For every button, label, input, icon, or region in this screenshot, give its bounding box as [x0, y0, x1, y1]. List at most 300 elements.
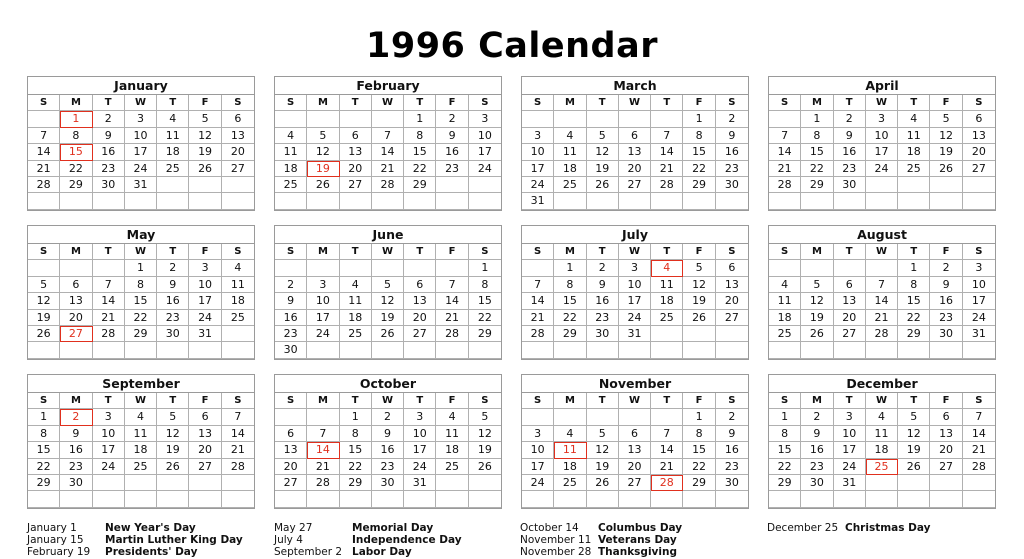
day-cell: 30 — [587, 326, 619, 342]
day-cell: 16 — [587, 293, 619, 309]
empty-cell — [157, 342, 189, 358]
day-cell: 22 — [554, 310, 586, 326]
holiday-date: January 1 — [27, 522, 77, 534]
empty-cell — [307, 491, 339, 507]
empty-cell — [436, 260, 468, 276]
empty-cell — [60, 260, 92, 276]
day-cell: 11 — [340, 293, 372, 309]
day-cell: 21 — [436, 310, 468, 326]
day-cell: 11 — [436, 426, 468, 442]
empty-cell — [619, 409, 651, 425]
holiday-date: January 15 — [27, 534, 84, 546]
day-cell: 16 — [436, 144, 468, 160]
empty-cell — [651, 409, 683, 425]
month-name: October — [275, 375, 501, 393]
day-cell: 18 — [769, 310, 801, 326]
day-cell: 18 — [125, 442, 157, 458]
weekday-header: W — [125, 244, 157, 260]
day-cell: 1 — [340, 409, 372, 425]
day-cell: 26 — [801, 326, 833, 342]
holiday-day-cell: 19 — [307, 161, 339, 177]
empty-cell — [651, 193, 683, 209]
day-cell: 19 — [587, 161, 619, 177]
day-cell: 21 — [651, 161, 683, 177]
empty-cell — [436, 342, 468, 358]
empty-cell — [275, 409, 307, 425]
empty-cell — [963, 342, 995, 358]
month-name: March — [522, 77, 748, 95]
day-cell: 2 — [801, 409, 833, 425]
weekday-header: S — [716, 95, 748, 111]
day-cell: 15 — [125, 293, 157, 309]
day-cell: 29 — [469, 326, 501, 342]
weekday-header: F — [436, 393, 468, 409]
day-cell: 16 — [930, 293, 962, 309]
day-cell: 28 — [963, 459, 995, 475]
month-august — [768, 225, 996, 360]
holiday-day-cell: 4 — [651, 260, 683, 276]
holiday-row — [520, 533, 760, 545]
day-cell: 14 — [222, 426, 254, 442]
day-cell: 9 — [716, 128, 748, 144]
day-cell: 12 — [898, 426, 930, 442]
day-cell: 12 — [372, 293, 404, 309]
day-cell: 6 — [275, 426, 307, 442]
holiday-day-cell: 11 — [554, 442, 586, 458]
empty-cell — [404, 260, 436, 276]
weekday-header: W — [125, 95, 157, 111]
day-cell: 14 — [651, 442, 683, 458]
day-cell: 28 — [522, 326, 554, 342]
day-cell: 8 — [801, 128, 833, 144]
holiday-column — [274, 521, 514, 557]
day-cell: 11 — [554, 144, 586, 160]
holiday-name: Labor Day — [352, 546, 412, 558]
empty-cell — [522, 342, 554, 358]
holiday-date: December 25 — [767, 522, 839, 534]
day-cell: 23 — [716, 459, 748, 475]
month-july — [521, 225, 749, 360]
day-cell: 23 — [930, 310, 962, 326]
month-february — [274, 76, 502, 211]
weekday-header: T — [834, 393, 866, 409]
empty-cell — [404, 193, 436, 209]
day-cell: 28 — [866, 326, 898, 342]
day-cell: 28 — [769, 177, 801, 193]
day-cell: 3 — [125, 111, 157, 127]
weekday-header: S — [275, 393, 307, 409]
empty-cell — [930, 177, 962, 193]
day-cell: 15 — [769, 442, 801, 458]
day-cell: 20 — [222, 144, 254, 160]
empty-cell — [769, 491, 801, 507]
holiday-name: Independence Day — [352, 534, 462, 546]
day-cell: 4 — [340, 277, 372, 293]
holiday-row — [27, 521, 267, 533]
day-cell: 9 — [60, 426, 92, 442]
day-cell: 9 — [930, 277, 962, 293]
day-cell: 16 — [716, 442, 748, 458]
empty-cell — [716, 342, 748, 358]
day-cell: 7 — [28, 128, 60, 144]
day-cell: 13 — [834, 293, 866, 309]
day-cell: 2 — [834, 111, 866, 127]
day-cell: 16 — [372, 442, 404, 458]
day-cell: 19 — [587, 459, 619, 475]
empty-cell — [275, 111, 307, 127]
empty-cell — [683, 326, 715, 342]
day-cell: 31 — [189, 326, 221, 342]
weekday-header: T — [404, 244, 436, 260]
day-cell: 6 — [930, 409, 962, 425]
day-cell: 29 — [683, 177, 715, 193]
empty-cell — [469, 475, 501, 491]
empty-cell — [866, 475, 898, 491]
day-cell: 30 — [930, 326, 962, 342]
empty-cell — [93, 342, 125, 358]
day-cell: 15 — [469, 293, 501, 309]
empty-cell — [275, 491, 307, 507]
weekday-header: F — [189, 393, 221, 409]
empty-cell — [469, 491, 501, 507]
day-cell: 10 — [522, 442, 554, 458]
day-cell: 19 — [469, 442, 501, 458]
empty-cell — [93, 475, 125, 491]
day-cell: 7 — [307, 426, 339, 442]
day-cell: 8 — [404, 128, 436, 144]
weekday-header: T — [404, 393, 436, 409]
holiday-day-cell: 1 — [60, 111, 92, 127]
month-name: May — [28, 226, 254, 244]
day-cell: 27 — [222, 161, 254, 177]
empty-cell — [275, 193, 307, 209]
day-cell: 21 — [522, 310, 554, 326]
day-cell: 12 — [930, 128, 962, 144]
day-cell: 27 — [834, 326, 866, 342]
day-cell: 5 — [930, 111, 962, 127]
weekday-header: W — [372, 95, 404, 111]
day-cell: 19 — [930, 144, 962, 160]
day-cell: 30 — [275, 342, 307, 358]
empty-cell — [587, 342, 619, 358]
day-cell: 2 — [716, 111, 748, 127]
day-cell: 9 — [157, 277, 189, 293]
day-cell: 5 — [898, 409, 930, 425]
empty-cell — [619, 491, 651, 507]
day-cell: 21 — [769, 161, 801, 177]
day-cell: 7 — [222, 409, 254, 425]
day-cell: 8 — [554, 277, 586, 293]
weekday-header: W — [619, 244, 651, 260]
day-cell: 12 — [683, 277, 715, 293]
day-cell: 9 — [801, 426, 833, 442]
day-cell: 18 — [898, 144, 930, 160]
empty-cell — [683, 491, 715, 507]
day-cell: 3 — [307, 277, 339, 293]
empty-cell — [619, 111, 651, 127]
empty-cell — [28, 342, 60, 358]
month-october — [274, 374, 502, 509]
day-cell: 1 — [683, 111, 715, 127]
holiday-row — [274, 545, 514, 557]
empty-cell — [834, 193, 866, 209]
day-cell: 21 — [866, 310, 898, 326]
day-cell: 26 — [157, 459, 189, 475]
empty-cell — [340, 193, 372, 209]
holiday-list — [27, 521, 1017, 558]
day-cell: 5 — [683, 260, 715, 276]
empty-cell — [469, 342, 501, 358]
day-cell: 11 — [898, 128, 930, 144]
day-cell: 5 — [469, 409, 501, 425]
empty-cell — [189, 475, 221, 491]
day-cell: 15 — [28, 442, 60, 458]
day-cell: 26 — [683, 310, 715, 326]
day-cell: 20 — [834, 310, 866, 326]
day-cell: 1 — [769, 409, 801, 425]
empty-cell — [963, 491, 995, 507]
weekday-header: S — [716, 244, 748, 260]
day-cell: 5 — [189, 111, 221, 127]
day-cell: 17 — [522, 161, 554, 177]
empty-cell — [372, 193, 404, 209]
weekday-header: W — [866, 95, 898, 111]
day-cell: 9 — [275, 293, 307, 309]
day-cell: 27 — [619, 177, 651, 193]
empty-cell — [372, 491, 404, 507]
day-cell: 24 — [619, 310, 651, 326]
day-cell: 19 — [189, 144, 221, 160]
weekday-header: S — [469, 244, 501, 260]
day-cell: 21 — [307, 459, 339, 475]
day-cell: 6 — [222, 111, 254, 127]
day-cell: 23 — [587, 310, 619, 326]
day-cell: 7 — [866, 277, 898, 293]
weekday-header: T — [587, 244, 619, 260]
holiday-name: New Year's Day — [105, 522, 196, 534]
empty-cell — [619, 193, 651, 209]
empty-cell — [189, 342, 221, 358]
day-cell: 17 — [189, 293, 221, 309]
day-cell: 27 — [930, 459, 962, 475]
holiday-column — [27, 521, 267, 557]
empty-cell — [157, 475, 189, 491]
day-cell: 12 — [801, 293, 833, 309]
day-cell: 22 — [340, 459, 372, 475]
weekday-header: S — [28, 393, 60, 409]
empty-cell — [436, 177, 468, 193]
empty-cell — [866, 491, 898, 507]
day-cell: 17 — [469, 144, 501, 160]
weekday-header: T — [651, 95, 683, 111]
day-cell: 5 — [28, 277, 60, 293]
month-name: December — [769, 375, 995, 393]
holiday-day-cell: 2 — [60, 409, 92, 425]
empty-cell — [522, 491, 554, 507]
holiday-name: Columbus Day — [598, 522, 683, 534]
day-cell: 12 — [307, 144, 339, 160]
day-cell: 30 — [801, 475, 833, 491]
day-cell: 23 — [60, 459, 92, 475]
day-cell: 7 — [769, 128, 801, 144]
empty-cell — [60, 342, 92, 358]
day-cell: 28 — [372, 177, 404, 193]
day-cell: 6 — [404, 277, 436, 293]
day-cell: 25 — [125, 459, 157, 475]
empty-cell — [522, 260, 554, 276]
day-cell: 8 — [898, 277, 930, 293]
day-cell: 9 — [587, 277, 619, 293]
holiday-name: Veterans Day — [598, 534, 677, 546]
holiday-date: October 14 — [520, 522, 579, 534]
day-cell: 23 — [716, 161, 748, 177]
day-cell: 25 — [157, 161, 189, 177]
day-cell: 20 — [619, 459, 651, 475]
day-cell: 12 — [587, 144, 619, 160]
day-cell: 14 — [436, 293, 468, 309]
weekday-header: T — [834, 244, 866, 260]
empty-cell — [125, 475, 157, 491]
day-cell: 23 — [93, 161, 125, 177]
day-cell: 24 — [307, 326, 339, 342]
empty-cell — [125, 491, 157, 507]
holiday-day-cell: 27 — [60, 326, 92, 342]
day-cell: 8 — [769, 426, 801, 442]
day-cell: 6 — [963, 111, 995, 127]
day-cell: 12 — [28, 293, 60, 309]
day-cell: 9 — [372, 426, 404, 442]
weekday-header: S — [28, 244, 60, 260]
holiday-date: February 19 — [27, 546, 91, 558]
empty-cell — [340, 260, 372, 276]
empty-cell — [587, 111, 619, 127]
day-cell: 24 — [963, 310, 995, 326]
day-cell: 19 — [372, 310, 404, 326]
day-cell: 19 — [683, 293, 715, 309]
empty-cell — [554, 409, 586, 425]
month-november — [521, 374, 749, 509]
weekday-header: W — [125, 393, 157, 409]
weekday-header: T — [898, 244, 930, 260]
day-cell: 14 — [93, 293, 125, 309]
empty-cell — [522, 111, 554, 127]
holiday-column — [767, 521, 1007, 533]
day-cell: 25 — [651, 310, 683, 326]
day-cell: 15 — [683, 144, 715, 160]
day-cell: 20 — [716, 293, 748, 309]
empty-cell — [189, 491, 221, 507]
day-cell: 24 — [866, 161, 898, 177]
day-cell: 18 — [651, 293, 683, 309]
weekday-header: S — [963, 95, 995, 111]
day-cell: 8 — [683, 128, 715, 144]
months-grid — [27, 76, 996, 509]
holiday-day-cell: 25 — [866, 459, 898, 475]
day-cell: 25 — [275, 177, 307, 193]
weekday-header: W — [866, 393, 898, 409]
day-cell: 3 — [866, 111, 898, 127]
empty-cell — [157, 193, 189, 209]
weekday-header: T — [898, 393, 930, 409]
day-cell: 1 — [554, 260, 586, 276]
day-cell: 28 — [93, 326, 125, 342]
empty-cell — [866, 177, 898, 193]
day-cell: 17 — [963, 293, 995, 309]
day-cell: 24 — [834, 459, 866, 475]
month-name: July — [522, 226, 748, 244]
empty-cell — [93, 491, 125, 507]
day-cell: 19 — [28, 310, 60, 326]
month-name: June — [275, 226, 501, 244]
empty-cell — [898, 193, 930, 209]
day-cell: 2 — [716, 409, 748, 425]
weekday-header: T — [404, 95, 436, 111]
day-cell: 29 — [801, 177, 833, 193]
day-cell: 2 — [157, 260, 189, 276]
day-cell: 22 — [125, 310, 157, 326]
empty-cell — [93, 193, 125, 209]
weekday-header: T — [651, 393, 683, 409]
day-cell: 21 — [372, 161, 404, 177]
day-cell: 16 — [93, 144, 125, 160]
day-cell: 25 — [222, 310, 254, 326]
empty-cell — [469, 177, 501, 193]
day-cell: 8 — [28, 426, 60, 442]
day-cell: 21 — [93, 310, 125, 326]
day-cell: 18 — [866, 442, 898, 458]
empty-cell — [554, 111, 586, 127]
day-cell: 30 — [372, 475, 404, 491]
weekday-header: S — [222, 393, 254, 409]
empty-cell — [340, 342, 372, 358]
weekday-header: T — [157, 95, 189, 111]
weekday-header: S — [222, 244, 254, 260]
day-cell: 26 — [930, 161, 962, 177]
day-cell: 14 — [28, 144, 60, 160]
empty-cell — [769, 260, 801, 276]
day-cell: 28 — [222, 459, 254, 475]
day-cell: 16 — [60, 442, 92, 458]
day-cell: 16 — [716, 144, 748, 160]
month-name: August — [769, 226, 995, 244]
day-cell: 15 — [340, 442, 372, 458]
day-cell: 14 — [372, 144, 404, 160]
day-cell: 9 — [716, 426, 748, 442]
weekday-header: T — [587, 393, 619, 409]
weekday-header: M — [801, 244, 833, 260]
day-cell: 6 — [60, 277, 92, 293]
empty-cell — [587, 491, 619, 507]
day-cell: 25 — [769, 326, 801, 342]
day-cell: 4 — [275, 128, 307, 144]
holiday-name: Presidents' Day — [105, 546, 198, 558]
weekday-header: T — [340, 244, 372, 260]
day-cell: 22 — [28, 459, 60, 475]
weekday-header: F — [930, 393, 962, 409]
day-cell: 13 — [222, 128, 254, 144]
day-cell: 4 — [898, 111, 930, 127]
day-cell: 8 — [60, 128, 92, 144]
day-cell: 15 — [801, 144, 833, 160]
day-cell: 1 — [801, 111, 833, 127]
day-cell: 24 — [125, 161, 157, 177]
weekday-header: S — [222, 95, 254, 111]
day-cell: 16 — [157, 293, 189, 309]
day-cell: 15 — [898, 293, 930, 309]
day-cell: 15 — [683, 442, 715, 458]
empty-cell — [716, 326, 748, 342]
day-cell: 12 — [587, 442, 619, 458]
